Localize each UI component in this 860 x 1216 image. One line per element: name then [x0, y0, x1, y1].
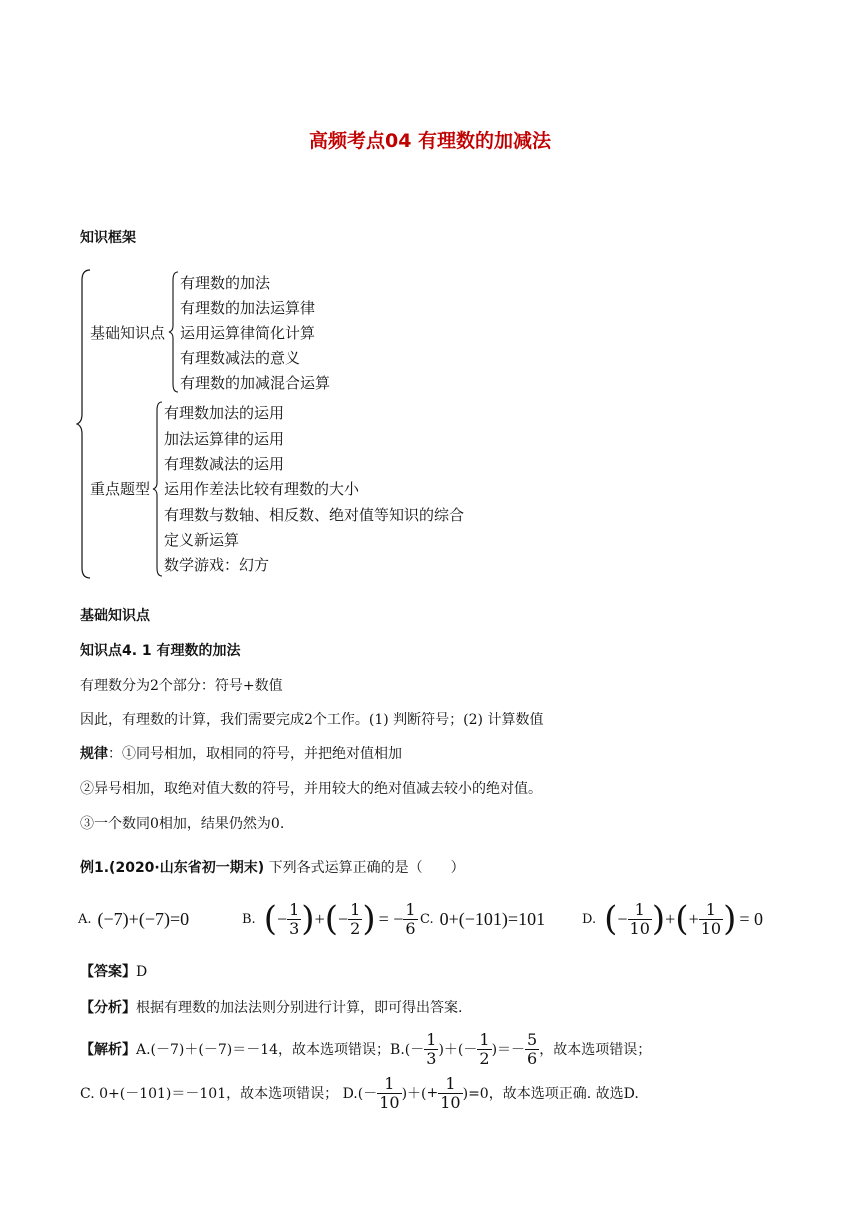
analysis-text: 根据有理数的加法法则分别进行计算，即可得出答案. — [136, 1000, 463, 1016]
group2-item: 数学游戏：幻方 — [164, 556, 270, 574]
answer-value: D — [136, 964, 148, 980]
group1-item: 有理数的加减混合运算 — [180, 374, 331, 392]
group1-item: 运用运算律简化计算 — [180, 324, 316, 342]
option-c: C. 0+(−101)=101 — [420, 908, 546, 929]
page-title: 高频考点04 有理数的加减法 — [308, 130, 552, 152]
group1-item: 有理数的加法 — [180, 274, 271, 292]
solution-label: 【解析】 — [80, 1042, 136, 1058]
answer-label: 【答案】 — [80, 964, 136, 980]
group1-label: 基础知识点 — [90, 324, 166, 342]
solution-line: C. 0+(－101)＝－101，故本选项错误； D.( － $\frac{1}{10}$ )＋( + $\frac{1}{10}$ )=0，故本选项正确. 故选D. — [80, 1073, 639, 1112]
rule-line — [80, 743, 402, 763]
group2-item: 有理数与数轴、相反数、绝对值等知识的综合 — [164, 506, 465, 524]
rule-label: 规律 — [80, 746, 108, 762]
framework-heading: 知识框架 — [80, 230, 136, 246]
point-heading: 知识点4. 1 有理数的加法 — [80, 643, 241, 659]
group2-item: 定义新运算 — [164, 531, 240, 549]
answer-line — [80, 961, 147, 981]
group2-item: 有理数减法的运用 — [164, 455, 285, 473]
option-b: B. ( − $\frac{1}{3}$ ) + ( − $\frac{1}{2}$ ) = − $\frac{1}{6}$ — [242, 899, 416, 939]
outer-brace-icon — [76, 268, 92, 580]
group2-item: 加法运算律的运用 — [164, 430, 285, 448]
example-question: 下列各式运算正确的是（ ） — [268, 860, 465, 876]
rule-text: ：①同号相加，取相同的符号，并把绝对值相加 — [108, 746, 402, 762]
option-d: D. ( − $\frac{1}{10}$ ) + ( + $\frac{1}{10}$ ) = 0 — [582, 899, 763, 939]
text-line: 因此，有理数的计算，我们需要完成2个工作。(1) 判断符号；(2) 计算数值 — [80, 712, 544, 728]
text-line: 有理数分为2个部分：符号+数值 — [80, 678, 283, 694]
group1-brace-icon — [168, 270, 180, 394]
option-a: A. (−7)+(−7)=0 — [78, 908, 190, 929]
solution-line: 【解析】 A.(－7)＋(－7)＝－14，故本选项错误；B.( － $\frac{1}{3}$ )＋( － $\frac{1}{2}$ )＝ － $\frac{5}{6}$ ，故本选项错误； — [80, 1029, 652, 1068]
analysis-label: 【分析】 — [80, 1000, 136, 1016]
example-label: 例1.(2020·山东省初一期末) — [80, 860, 265, 876]
group2-item: 有理数加法的运用 — [164, 404, 285, 422]
text-line: ②异号相加，取绝对值大数的符号，并用较大的绝对值减去较小的绝对值。 — [80, 781, 542, 797]
group2-label: 重点题型 — [90, 480, 151, 498]
group1-item: 有理数减法的意义 — [180, 349, 301, 367]
text-line: ③一个数同0相加，结果仍然为0. — [80, 816, 285, 832]
group2-brace-icon — [152, 400, 164, 578]
analysis-line — [80, 997, 462, 1017]
group1-item: 有理数的加法运算律 — [180, 299, 316, 317]
basics-heading: 基础知识点 — [80, 608, 150, 624]
example-line — [80, 857, 465, 877]
group2-item: 运用作差法比较有理数的大小 — [164, 480, 360, 498]
